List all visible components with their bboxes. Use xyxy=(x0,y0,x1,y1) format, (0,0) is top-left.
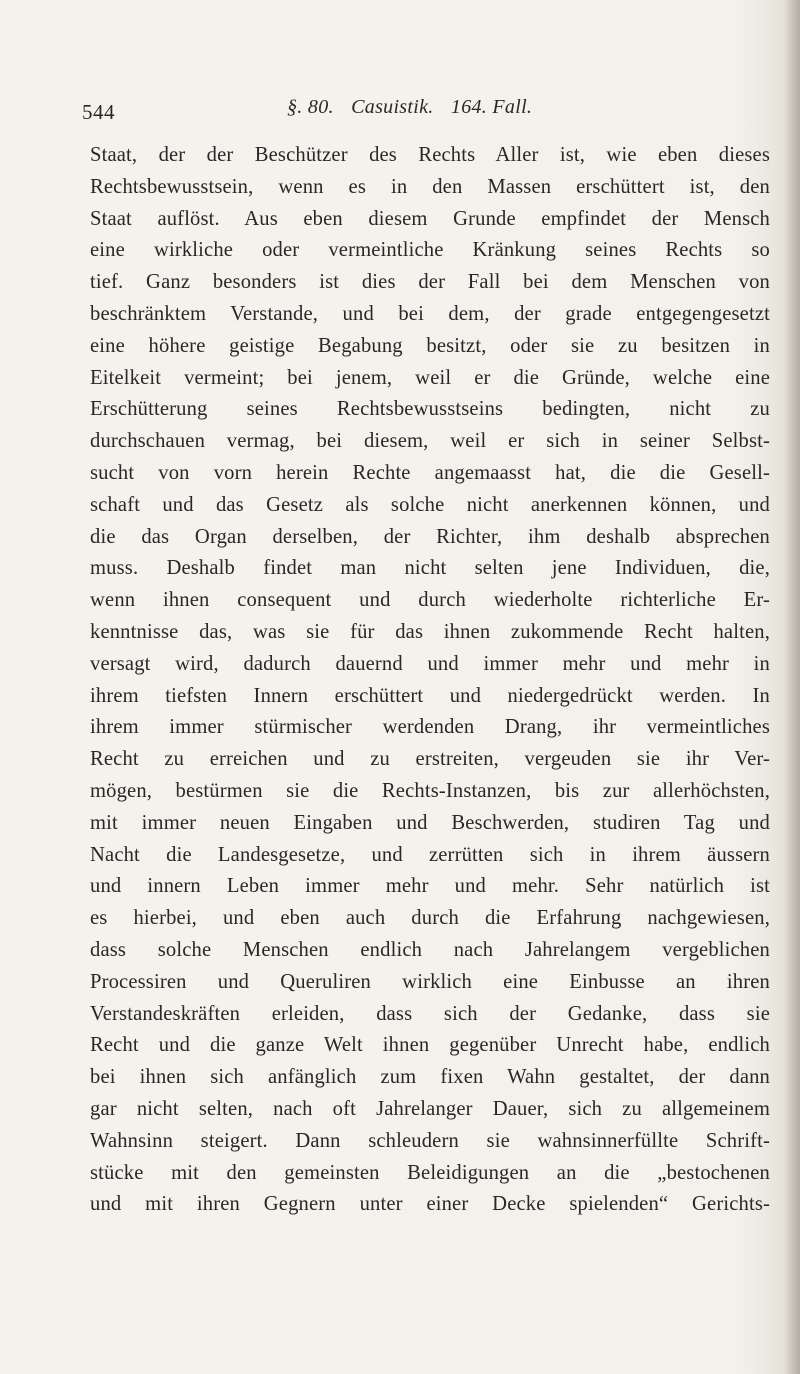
page-header xyxy=(82,96,782,126)
text-line: ihrem immer stürmischer werdenden Drang, ihr vermeintliches xyxy=(90,716,770,739)
text-line: wenn ihnen consequent und durch wiederholte richterliche Er- xyxy=(90,589,770,612)
text-line: und mit ihren Gegnern unter einer Decke spielenden“ Gerichts- xyxy=(90,1193,770,1216)
text-line: bei ihnen sich anfänglich zum fixen Wahn gestaltet, der dann xyxy=(90,1066,770,1089)
text-line: schaft und das Gesetz als solche nicht anerkennen können, und xyxy=(90,493,770,516)
text-line: die das Organ derselben, der Richter, ihm deshalb absprechen xyxy=(90,525,770,548)
text-line: und innern Leben immer mehr und mehr. Sehr natürlich ist xyxy=(90,875,770,898)
text-line: eine wirkliche oder vermeintliche Kränkung seines Rechts so xyxy=(90,239,770,262)
text-line: Eitelkeit vermeint; bei jenem, weil er die Gründe, welche eine xyxy=(90,366,770,389)
text-line: Processiren und Queruliren wirklich eine Einbusse an ihren xyxy=(90,970,770,993)
text-line: Recht zu erreichen und zu erstreiten, vergeuden sie ihr Ver- xyxy=(90,748,770,771)
text-line: Staat, der der Beschützer des Rechts Aller ist, wie eben dieses xyxy=(90,144,770,166)
running-title: Casuistik. xyxy=(351,96,434,118)
text-line: muss. Deshalb findet man nicht selten jene Individuen, die, xyxy=(90,557,770,580)
text-line: tief. Ganz besonders ist dies der Fall bei dem Menschen von xyxy=(90,271,770,294)
case-label: 164. Fall. xyxy=(450,96,533,118)
running-head xyxy=(287,96,544,119)
text-line: Staat auflöst. Aus eben diesem Grunde empfindet der Mensch xyxy=(90,207,770,230)
text-line: versagt wird, dadurch dauernd und immer mehr und mehr in xyxy=(90,652,770,675)
text-line: durchschauen vermag, bei diesem, weil er sich in seiner Selbst- xyxy=(90,430,770,453)
text-line: Verstandeskräften erleiden, dass sich der Gedanke, dass sie xyxy=(90,1002,770,1025)
text-line: Erschütterung seines Rechtsbewusstseins bedingten, nicht zu xyxy=(90,398,770,421)
text-line: gar nicht selten, nach oft Jahrelanger Dauer, sich zu allgemeinem xyxy=(90,1097,770,1120)
text-line: Wahnsinn steigert. Dann schleudern sie wahnsinnerfüllte Schrift- xyxy=(90,1129,770,1152)
text-line: Rechtsbewusstsein, wenn es in den Massen erschüttert ist, den xyxy=(90,175,770,198)
text-line: kenntnisse das, was sie für das ihnen zukommende Recht halten, xyxy=(90,620,770,643)
page-number: 544 xyxy=(82,100,115,124)
body-text xyxy=(90,140,770,1221)
text-line: Nacht die Landesgesetze, und zerrütten sich in ihrem äussern xyxy=(90,843,770,866)
text-line: dass solche Menschen endlich nach Jahrelangem vergeblichen xyxy=(90,938,770,961)
section-mark: §. 80. xyxy=(287,96,334,118)
text-line: sucht von vorn herein Rechte angemaasst hat, die die Gesell- xyxy=(90,461,770,484)
text-line: mögen, bestürmen sie die Rechts-Instanzen, bis zur allerhöchsten, xyxy=(90,779,770,802)
text-line: beschränktem Verstande, und bei dem, der grade entgegengesetzt xyxy=(90,302,770,325)
text-line: eine höhere geistige Begabung besitzt, oder sie zu besitzen in xyxy=(90,334,770,357)
page-edge-shadow xyxy=(784,0,800,1374)
text-line: stücke mit den gemeinsten Beleidigungen an die „bestochenen xyxy=(90,1161,770,1184)
text-line: ihrem tiefsten Innern erschüttert und niedergedrückt werden. In xyxy=(90,684,770,707)
text-line: es hierbei, und eben auch durch die Erfahrung nachgewiesen, xyxy=(90,907,770,930)
text-line: mit immer neuen Eingaben und Beschwerden, studiren Tag und xyxy=(90,811,770,834)
text-line: Recht und die ganze Welt ihnen gegenüber Unrecht habe, endlich xyxy=(90,1034,770,1057)
